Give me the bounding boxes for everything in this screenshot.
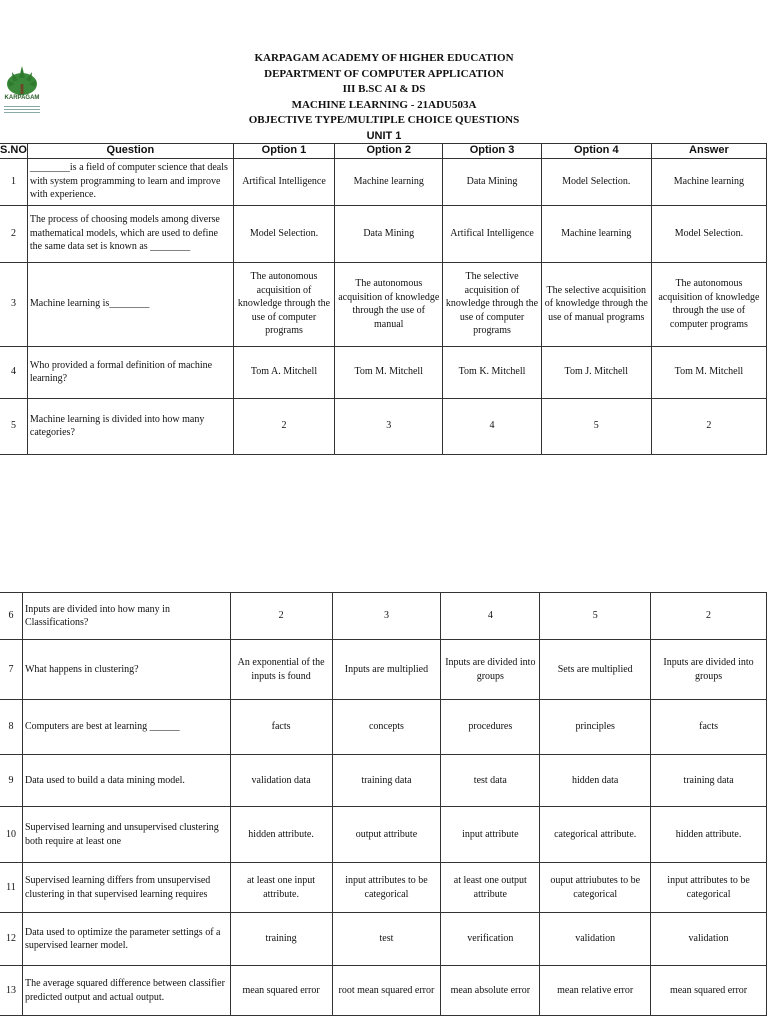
- option-4-cell: The selective acquisition of knowledge through the use of manual programs: [541, 262, 651, 346]
- question-number-cell: 3: [0, 262, 27, 346]
- option-2-cell: Machine learning: [335, 158, 443, 205]
- option-3-cell: Artifical Intelligence: [443, 205, 541, 262]
- question-number-cell: 7: [0, 640, 22, 700]
- option-2-cell: concepts: [332, 700, 441, 755]
- unit-title: UNIT 1: [366, 129, 402, 142]
- table-row: [0, 807, 767, 863]
- answer-cell: facts: [651, 700, 767, 755]
- option-1-cell: at least one input attribute.: [230, 863, 332, 913]
- table-row: [0, 913, 767, 966]
- option-2-cell: 3: [332, 593, 441, 640]
- option-3-cell: mean absolute error: [441, 966, 540, 1016]
- option-4-cell: 5: [540, 593, 651, 640]
- institution-name: KARPAGAM ACADEMY OF HIGHER EDUCATION: [254, 52, 514, 64]
- course-name: III B.SC AI & DS: [342, 83, 426, 95]
- table-row: [0, 700, 767, 755]
- question-text-cell: Data used to optimize the parameter settings of a supervised learner model.: [22, 913, 230, 966]
- question-number-cell: 5: [0, 398, 27, 454]
- option-1-cell: 2: [233, 398, 334, 454]
- answer-cell: 2: [651, 398, 766, 454]
- option-4-cell: Machine learning: [541, 205, 651, 262]
- question-number-cell: 8: [0, 700, 22, 755]
- questions-body-top: [0, 158, 767, 454]
- option-1-cell: The autonomous acquisition of knowledge through the use of computer programs: [233, 262, 334, 346]
- col-header-question: Question: [27, 144, 233, 159]
- questions-table-bottom: [0, 592, 767, 1016]
- option-3-cell: Tom K. Mitchell: [443, 346, 541, 398]
- option-2-cell: root mean squared error: [332, 966, 441, 1016]
- answer-cell: The autonomous acquisition of knowledge through the use of computer programs: [651, 262, 766, 346]
- option-2-cell: test: [332, 913, 441, 966]
- option-2-cell: training data: [332, 755, 441, 807]
- option-1-cell: facts: [230, 700, 332, 755]
- questions-body-bottom: [0, 593, 767, 1016]
- question-number-cell: 6: [0, 593, 22, 640]
- question-number-cell: 11: [0, 863, 22, 913]
- question-text-cell: Machine learning is________: [27, 262, 233, 346]
- option-2-cell: Data Mining: [335, 205, 443, 262]
- question-text-cell: Who provided a formal definition of machine learning?: [27, 346, 233, 398]
- document-title: OBJECTIVE TYPE/MULTIPLE CHOICE QUESTIONS: [248, 114, 520, 126]
- option-3-cell: test data: [441, 755, 540, 807]
- option-1-cell: An exponential of the inputs is found: [230, 640, 332, 700]
- table-row: [0, 863, 767, 913]
- department-name: DEPARTMENT OF COMPUTER APPLICATION: [264, 67, 504, 80]
- question-text-cell: Data used to build a data mining model.: [22, 755, 230, 807]
- option-3-cell: 4: [441, 593, 540, 640]
- table-row: [0, 966, 767, 1016]
- answer-cell: input attributes to be categorical: [651, 863, 767, 913]
- table-row: [0, 262, 767, 346]
- question-text-cell: The process of choosing models among diverse mathematical models, which are used to define the same data set is known as ________: [27, 205, 233, 262]
- question-text-cell: Inputs are divided into how many in Classifications?: [22, 593, 230, 640]
- question-number-cell: 1: [0, 158, 27, 205]
- subject-name: MACHINE LEARNING - 21ADU503A: [291, 98, 477, 111]
- document-header: [0, 51, 768, 144]
- table-row: [0, 640, 767, 700]
- option-4-cell: Model Selection.: [541, 158, 651, 205]
- col-header-option3: Option 3: [443, 144, 541, 159]
- answer-cell: validation: [651, 913, 767, 966]
- question-number-cell: 9: [0, 755, 22, 807]
- col-header-answer: Answer: [651, 144, 766, 159]
- question-text-cell: Supervised learning and unsupervised clustering both require at least one: [22, 807, 230, 863]
- option-3-cell: at least one output attribute: [441, 863, 540, 913]
- table-row: [0, 398, 767, 454]
- option-2-cell: 3: [335, 398, 443, 454]
- col-header-option4: Option 4: [541, 144, 651, 159]
- answer-cell: Machine learning: [651, 158, 766, 205]
- header-row: [0, 144, 767, 159]
- option-3-cell: 4: [443, 398, 541, 454]
- option-2-cell: Inputs are multiplied: [332, 640, 441, 700]
- answer-cell: Tom M. Mitchell: [651, 346, 766, 398]
- answer-cell: 2: [651, 593, 767, 640]
- table-row: [0, 346, 767, 398]
- option-2-cell: Tom M. Mitchell: [335, 346, 443, 398]
- question-number-cell: 13: [0, 966, 22, 1016]
- option-4-cell: Sets are multiplied: [540, 640, 651, 700]
- answer-cell: training data: [651, 755, 767, 807]
- option-4-cell: principles: [540, 700, 651, 755]
- option-3-cell: verification: [441, 913, 540, 966]
- questions-table-top: [0, 143, 767, 455]
- option-2-cell: The autonomous acquisition of knowledge through the use of manual: [335, 262, 443, 346]
- option-1-cell: training: [230, 913, 332, 966]
- option-1-cell: 2: [230, 593, 332, 640]
- option-2-cell: input attributes to be categorical: [332, 863, 441, 913]
- option-1-cell: validation data: [230, 755, 332, 807]
- question-text-cell: Supervised learning differs from unsupervised clustering in that supervised learning requires: [22, 863, 230, 913]
- question-number-cell: 4: [0, 346, 27, 398]
- question-number-cell: 2: [0, 205, 27, 262]
- option-1-cell: mean squared error: [230, 966, 332, 1016]
- option-4-cell: Tom J. Mitchell: [541, 346, 651, 398]
- table-row: [0, 593, 767, 640]
- option-2-cell: output attribute: [332, 807, 441, 863]
- logo-name: KARPAGAM: [4, 95, 40, 101]
- col-header-option1: Option 1: [233, 144, 334, 159]
- option-3-cell: Data Mining: [443, 158, 541, 205]
- option-4-cell: validation: [540, 913, 651, 966]
- table-row: [0, 158, 767, 205]
- col-header-option2: Option 2: [335, 144, 443, 159]
- option-4-cell: categorical attribute.: [540, 807, 651, 863]
- option-4-cell: mean relative error: [540, 966, 651, 1016]
- question-text-cell: The average squared difference between classifier predicted output and actual output.: [22, 966, 230, 1016]
- col-header-sno: S.NO: [0, 144, 27, 156]
- question-number-cell: 12: [0, 913, 22, 966]
- option-4-cell: ouput attriubutes to be categorical: [540, 863, 651, 913]
- question-text-cell: What happens in clustering?: [22, 640, 230, 700]
- question-text-cell: Computers are best at learning ______: [22, 700, 230, 755]
- question-text-cell: ________is a field of computer science that deals with system programming to learn and improve with experience.: [27, 158, 233, 205]
- answer-cell: mean squared error: [651, 966, 767, 1016]
- option-1-cell: Model Selection.: [233, 205, 334, 262]
- option-3-cell: input attribute: [441, 807, 540, 863]
- question-text-cell: Machine learning is divided into how many categories?: [27, 398, 233, 454]
- table-row: [0, 205, 767, 262]
- option-4-cell: hidden data: [540, 755, 651, 807]
- table-row: [0, 755, 767, 807]
- answer-cell: Inputs are divided into groups: [651, 640, 767, 700]
- option-1-cell: hidden attribute.: [230, 807, 332, 863]
- answer-cell: Model Selection.: [651, 205, 766, 262]
- option-3-cell: Inputs are divided into groups: [441, 640, 540, 700]
- option-3-cell: The selective acquisition of knowledge through the use of computer programs: [443, 262, 541, 346]
- option-1-cell: Tom A. Mitchell: [233, 346, 334, 398]
- option-4-cell: 5: [541, 398, 651, 454]
- option-3-cell: procedures: [441, 700, 540, 755]
- question-number-cell: 10: [0, 807, 22, 863]
- answer-cell: hidden attribute.: [651, 807, 767, 863]
- option-1-cell: Artifical Intelligence: [233, 158, 334, 205]
